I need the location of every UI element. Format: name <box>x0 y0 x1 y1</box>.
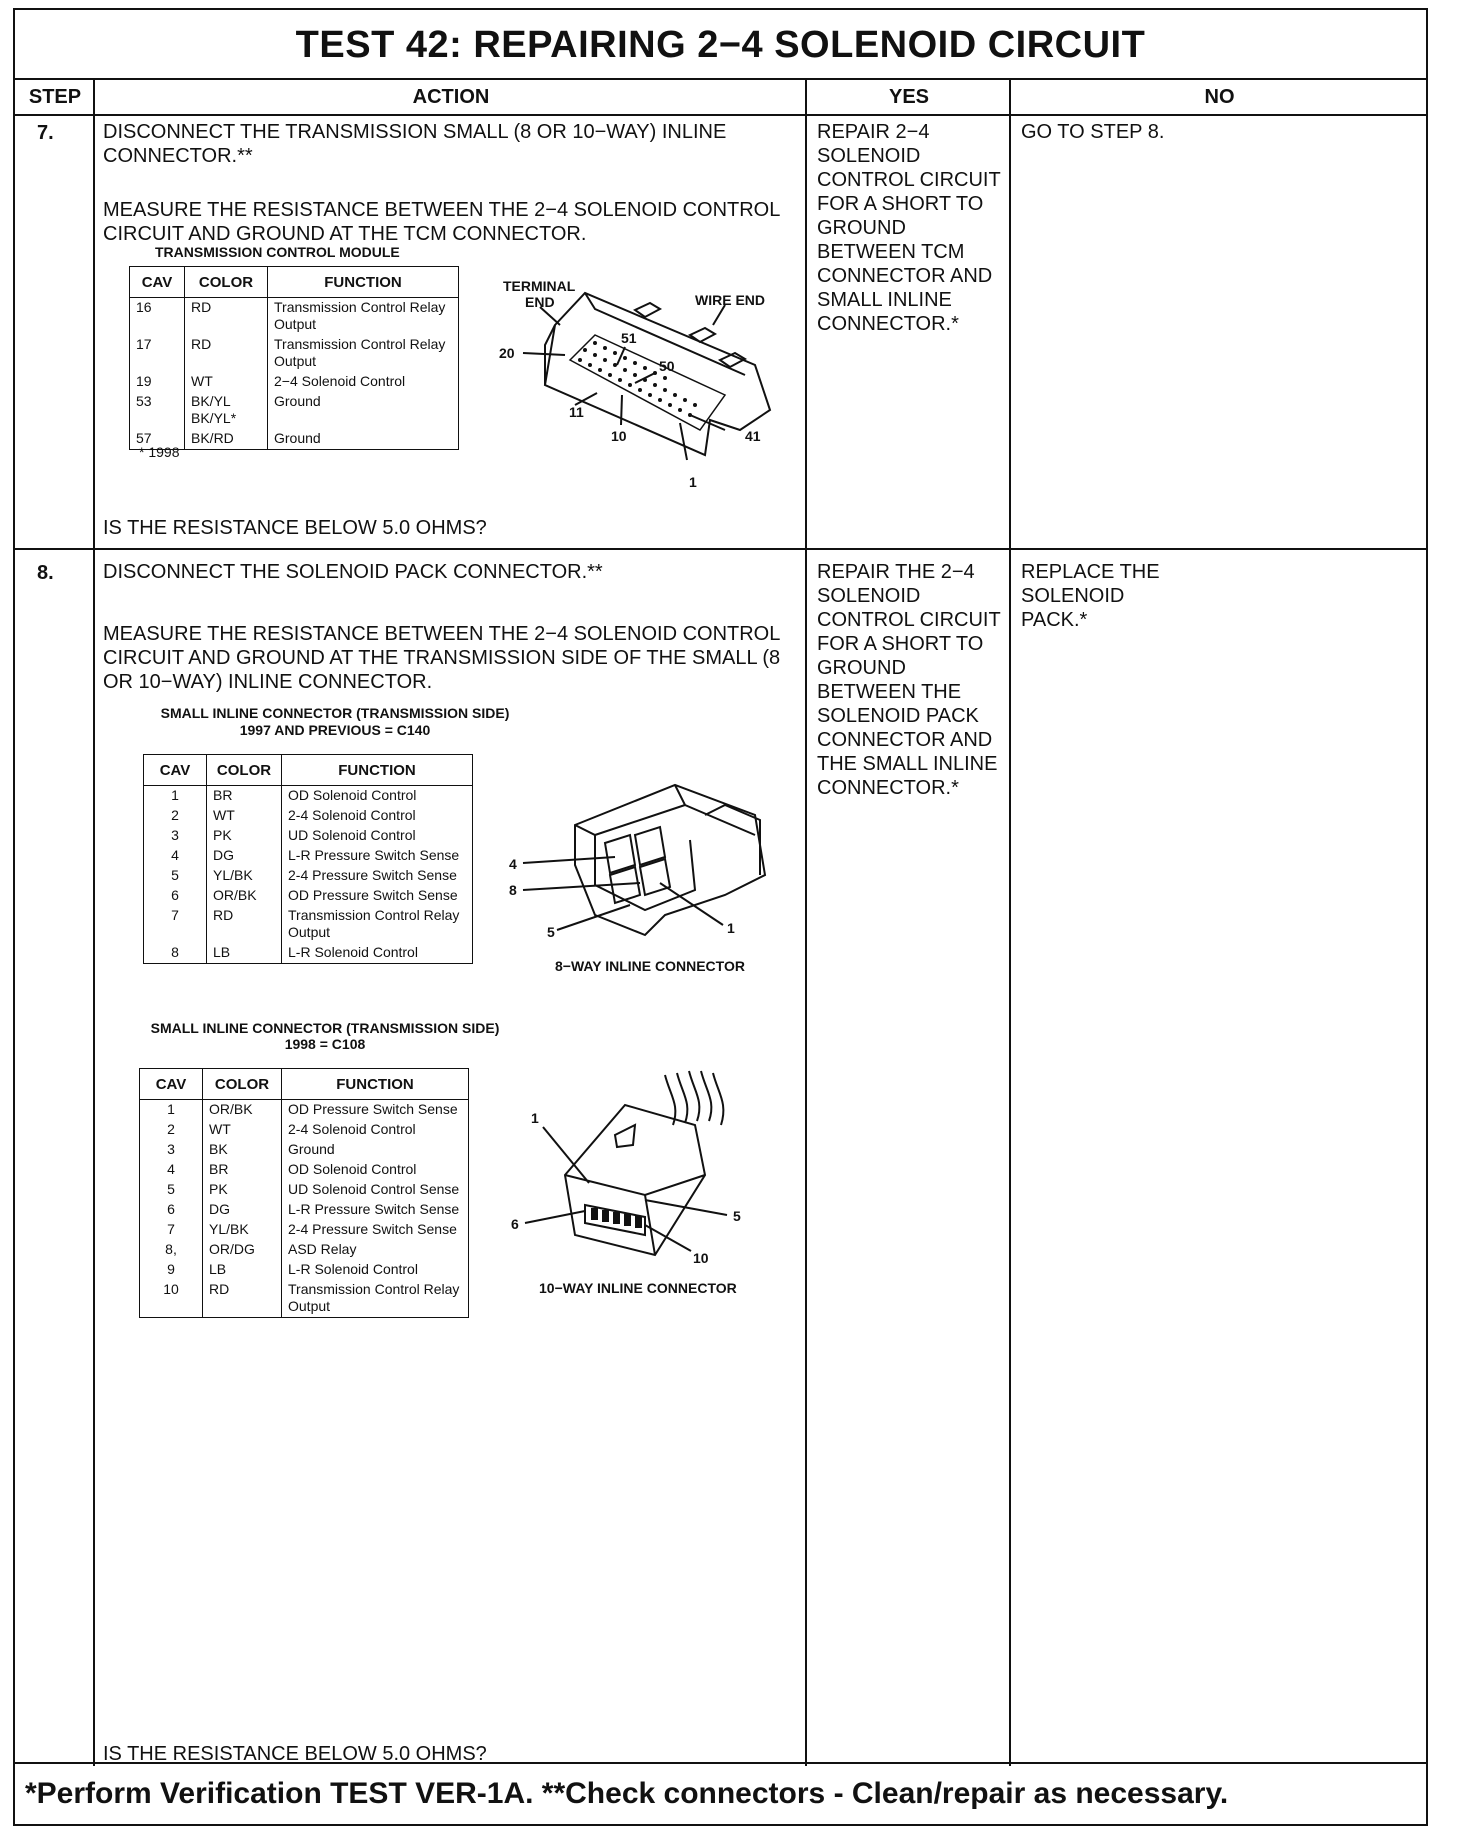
cell-cav: 17 <box>136 336 152 352</box>
table-row <box>140 1120 469 1140</box>
cell-cav: 5 <box>167 1181 175 1197</box>
cell-function: ASD Relay <box>282 1240 469 1260</box>
table-footnote: * 1998 <box>139 444 180 460</box>
cell-function: Ground <box>268 392 459 429</box>
table2-title: SMALL INLINE CONNECTOR (TRANSMISSION SIDE) <box>150 1020 500 1036</box>
pin-label: 1 <box>531 1110 539 1126</box>
cell-function: 2−4 Solenoid Control <box>268 372 459 392</box>
cell-cav: 5 <box>171 867 179 883</box>
table-row <box>130 335 459 372</box>
col-function: FUNCTION <box>282 755 473 786</box>
cell-function: UD Solenoid Control Sense <box>282 1180 469 1200</box>
pin-label: 20 <box>499 345 515 361</box>
header-action: ACTION <box>95 80 807 116</box>
pin-label: 11 <box>569 404 584 420</box>
table-row <box>144 943 473 964</box>
cell-cav: 4 <box>167 1161 175 1177</box>
pin-label: 5 <box>547 924 555 940</box>
cell-color: OR/DG <box>203 1240 282 1260</box>
cell-function: UD Solenoid Control <box>282 826 473 846</box>
table-row <box>144 846 473 866</box>
cell-cav: 2 <box>171 807 179 823</box>
pin-label: 4 <box>509 856 517 872</box>
cell-color: RD <box>207 906 282 943</box>
table-row <box>144 786 473 807</box>
table-row <box>144 866 473 886</box>
step-7-action-1: DISCONNECT THE TRANSMISSION SMALL (8 OR 10−WAY) INLINE CONNECTOR.** <box>103 121 727 167</box>
cell-color: DG <box>203 1200 282 1220</box>
cell-color: BK <box>203 1140 282 1160</box>
pin-label: 41 <box>745 428 761 444</box>
cell-function: OD Pressure Switch Sense <box>282 1100 469 1121</box>
header-no: NO <box>1011 80 1428 116</box>
cell-color: RD <box>185 335 268 372</box>
cell-color: YL/BK <box>207 866 282 886</box>
table-row <box>130 372 459 392</box>
cell-color: RD <box>203 1280 282 1318</box>
cell-cav: 1 <box>171 787 179 803</box>
cell-function: Ground <box>282 1140 469 1160</box>
cell-cav: 53 <box>136 393 152 409</box>
cell-color: WT <box>203 1120 282 1140</box>
col-color: COLOR <box>203 1069 282 1100</box>
cell-cav: 1 <box>167 1101 175 1117</box>
table-row <box>140 1240 469 1260</box>
table-row <box>130 392 459 429</box>
cell-color: PK <box>207 826 282 846</box>
column-divider <box>1009 80 1011 1766</box>
cell-function: L-R Solenoid Control <box>282 1260 469 1280</box>
cell-cav: 3 <box>171 827 179 843</box>
col-cav: CAV <box>144 755 207 786</box>
cell-function: Ground <box>268 429 459 450</box>
col-function: FUNCTION <box>282 1069 469 1100</box>
cell-color: LB <box>203 1260 282 1280</box>
table-row <box>140 1140 469 1160</box>
cell-cav: 6 <box>167 1201 175 1217</box>
col-cav: CAV <box>130 267 185 298</box>
pin-label: 10 <box>693 1250 709 1266</box>
cell-cav: 19 <box>136 373 152 389</box>
cell-function: 2-4 Solenoid Control <box>282 1120 469 1140</box>
tcm-connector-diagram <box>485 265 785 495</box>
cell-color: OR/BK <box>203 1100 282 1121</box>
pin-label: 50 <box>659 358 675 374</box>
pin-label: 10 <box>611 428 627 444</box>
cell-function: L-R Pressure Switch Sense <box>282 846 473 866</box>
table2-subtitle: 1998 = C108 <box>284 1036 366 1052</box>
cell-color: BR <box>207 786 282 807</box>
cell-cav: 6 <box>171 887 179 903</box>
pin-label: 5 <box>733 1208 741 1224</box>
pin-label: 51 <box>621 330 637 346</box>
table1-subtitle: 1997 AND PREVIOUS = C140 <box>239 722 431 738</box>
cell-color: BK/YL BK/YL* <box>185 392 268 429</box>
cell-function: Transmission Control Relay Output <box>282 906 473 943</box>
cell-color: BK/RD <box>185 429 268 450</box>
table-row <box>140 1200 469 1220</box>
step-8-question: IS THE RESISTANCE BELOW 5.0 OHMS? <box>103 1743 487 1765</box>
pin-label: 8 <box>509 882 517 898</box>
pin-label: 6 <box>511 1216 519 1232</box>
cell-function: Transmission Control Relay Output <box>282 1280 469 1318</box>
cell-cav: 3 <box>167 1141 175 1157</box>
cell-cav: 9 <box>167 1261 175 1277</box>
cell-function: L-R Solenoid Control <box>282 943 473 964</box>
table-row <box>140 1280 469 1318</box>
table-row <box>140 1180 469 1200</box>
footer-note: *Perform Verification TEST VER-1A. **Check connectors - Clean/repair as necessary. <box>15 1762 1426 1824</box>
table-row <box>144 886 473 906</box>
cell-cav: 10 <box>163 1281 179 1297</box>
table-row <box>140 1100 469 1121</box>
c140-connector-table <box>143 754 473 964</box>
header-step: STEP <box>15 80 95 116</box>
cell-color: WT <box>185 372 268 392</box>
label-terminal-end: TERMINAL <box>503 278 576 294</box>
cell-cav: 8 <box>171 944 179 960</box>
cell-color: LB <box>207 943 282 964</box>
cell-color: BR <box>203 1160 282 1180</box>
c108-connector-table <box>139 1068 469 1318</box>
8-way-connector-diagram <box>495 765 795 975</box>
step-7-question: IS THE RESISTANCE BELOW 5.0 OHMS? <box>103 517 487 539</box>
table-row <box>144 826 473 846</box>
cell-color: PK <box>203 1180 282 1200</box>
table-row <box>130 298 459 336</box>
step-7-action-2: MEASURE THE RESISTANCE BETWEEN THE 2−4 SOLENOID CONTROL CIRCUIT AND GROUND AT THE TCM CONNECTOR. <box>103 199 780 245</box>
cell-color: DG <box>207 846 282 866</box>
table-row <box>144 806 473 826</box>
cell-color: OR/BK <box>207 886 282 906</box>
step-8-action-2: MEASURE THE RESISTANCE BETWEEN THE 2−4 SOLENOID CONTROL CIRCUIT AND GROUND AT THE TRANSMISSION SIDE OF THE SMALL (8 OR 10−WAY) INLINE CONNECTOR. <box>103 623 781 693</box>
cell-color: YL/BK <box>203 1220 282 1240</box>
column-divider <box>805 80 807 1766</box>
cell-function: OD Solenoid Control <box>282 786 473 807</box>
cell-cav: 8, <box>165 1241 177 1257</box>
test-sheet <box>13 8 1428 1826</box>
pin-label: 1 <box>689 474 697 490</box>
col-color: COLOR <box>207 755 282 786</box>
cell-cav: 7 <box>171 907 179 923</box>
cell-function: Transmission Control Relay Output <box>268 298 459 336</box>
cell-cav: 16 <box>136 299 152 315</box>
label-wire-end: WIRE END <box>695 292 765 308</box>
row-divider <box>15 548 1428 550</box>
table-row <box>144 906 473 943</box>
cell-function: OD Solenoid Control <box>282 1160 469 1180</box>
col-function: FUNCTION <box>268 267 459 298</box>
cell-function: L-R Pressure Switch Sense <box>282 1200 469 1220</box>
step-7-yes: REPAIR 2−4 SOLENOID CONTROL CIRCUIT FOR A SHORT TO GROUND BETWEEN TCM CONNECTOR AND SMALL INLINE CONNECTOR.* <box>817 121 1001 335</box>
tcm-connector-table <box>129 266 459 450</box>
step-8-no: REPLACE THE SOLENOID PACK.* <box>1021 561 1160 631</box>
cell-cav: 7 <box>167 1221 175 1237</box>
cell-cav: 2 <box>167 1121 175 1137</box>
cell-color: RD <box>185 298 268 336</box>
step-8-action-1: DISCONNECT THE SOLENOID PACK CONNECTOR.** <box>103 561 603 583</box>
10-way-connector-diagram <box>505 1065 785 1295</box>
cell-function: OD Pressure Switch Sense <box>282 886 473 906</box>
column-divider <box>93 80 95 1766</box>
header-yes: YES <box>807 80 1011 116</box>
pin-label: 1 <box>727 920 735 936</box>
cell-color: WT <box>207 806 282 826</box>
page-title: TEST 42: REPAIRING 2−4 SOLENOID CIRCUIT <box>15 10 1426 80</box>
table-row <box>140 1260 469 1280</box>
label-terminal-end: END <box>525 294 555 310</box>
table1-title: SMALL INLINE CONNECTOR (TRANSMISSION SIDE) <box>160 705 510 721</box>
cell-cav: 4 <box>171 847 179 863</box>
step-7-number: 7. <box>37 122 54 144</box>
col-color: COLOR <box>185 267 268 298</box>
table-row <box>140 1220 469 1240</box>
cell-function: Transmission Control Relay Output <box>268 335 459 372</box>
cell-cav: 57 <box>136 430 152 446</box>
cell-function: 2-4 Solenoid Control <box>282 806 473 826</box>
step-7-no: GO TO STEP 8. <box>1021 121 1165 143</box>
tcm-table-title: TRANSMISSION CONTROL MODULE <box>155 244 400 260</box>
step-8-yes: REPAIR THE 2−4 SOLENOID CONTROL CIRCUIT FOR A SHORT TO GROUND BETWEEN THE SOLENOID PACK CONNECTOR AND THE SMALL INLINE CONNECTOR.* <box>817 561 1001 799</box>
table-row <box>140 1160 469 1180</box>
col-cav: CAV <box>140 1069 203 1100</box>
cell-function: 2-4 Pressure Switch Sense <box>282 866 473 886</box>
diagram-caption: 10−WAY INLINE CONNECTOR <box>539 1280 737 1295</box>
step-8-number: 8. <box>37 562 54 584</box>
cell-function: 2-4 Pressure Switch Sense <box>282 1220 469 1240</box>
diagram-caption: 8−WAY INLINE CONNECTOR <box>555 958 745 974</box>
